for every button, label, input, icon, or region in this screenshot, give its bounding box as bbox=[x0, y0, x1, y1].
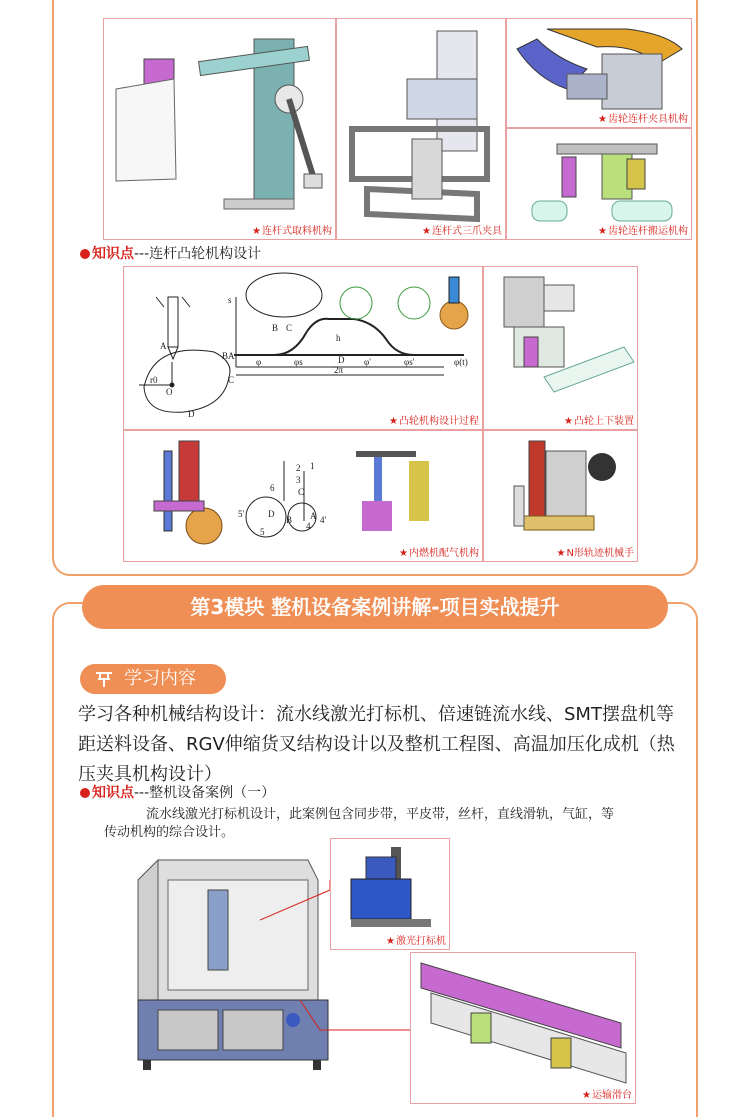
cam-label-o: O bbox=[166, 387, 173, 397]
cam-label-phi-prime: φ' bbox=[364, 357, 371, 367]
caption-text: 凸轮机构设计过程 bbox=[399, 416, 479, 427]
bullet-dot-icon bbox=[80, 788, 90, 798]
n-track-manipulator-illustration bbox=[484, 431, 638, 562]
caption-text: 激光打标机 bbox=[396, 936, 446, 947]
transport-slide-illustration bbox=[411, 953, 636, 1104]
learning-content-tag bbox=[80, 664, 226, 694]
cam-label-d: D bbox=[188, 409, 195, 419]
linkage-label-3: 3 bbox=[296, 475, 301, 485]
bullet-dot-icon bbox=[80, 249, 90, 259]
linkage-label-c: C bbox=[298, 487, 305, 497]
linkage-label-1: 1 bbox=[310, 461, 315, 471]
cam-label-phis: φs bbox=[294, 357, 303, 367]
caption-cam-design-process: ★凸轮机构设计过程 bbox=[389, 416, 479, 427]
knowledge-point-text: ---连杆凸轮机构设计 bbox=[134, 246, 262, 262]
knowledge-point-label: 知识点 bbox=[92, 785, 134, 801]
caption-engine-valve-mechanism: ★内燃机配气机构 bbox=[399, 548, 479, 559]
linkage-label-4-prime: 4' bbox=[320, 515, 327, 525]
case-description bbox=[104, 806, 674, 842]
caption-cam-lift-device: ★凸轮上下装置 bbox=[564, 416, 634, 427]
caption-three-jaw-gripper: ★连杆式三爪夹具 bbox=[422, 226, 502, 237]
cam-label-phi: φ bbox=[256, 357, 262, 367]
figure-gear-linkage-gripper bbox=[506, 18, 692, 128]
module-3-banner bbox=[82, 585, 668, 629]
cam-label-b2: B bbox=[272, 323, 279, 333]
cam-label-d2: D bbox=[338, 355, 345, 365]
cam-label-s: s bbox=[228, 295, 232, 305]
knowledge-point-case bbox=[80, 782, 275, 802]
linkage-label-6: 6 bbox=[270, 483, 275, 493]
cam-label-r0: r0 bbox=[150, 375, 158, 385]
linkage-label-5-prime: 5' bbox=[238, 509, 245, 519]
learning-content-text: 学习各种机械结构设计：流水线激光打标机、倍速链流水线、SMT摆盘机等距送料设备、RGV伸缩货叉结构设计以及整机工程图、高温加压化成机（热压夹具机构设计） bbox=[78, 704, 675, 785]
cam-label-phi-t: φ(t) bbox=[454, 357, 468, 367]
knowledge-point-text: ---整机设备案例（一） bbox=[134, 785, 276, 801]
learning-tag-label: 学习内容 bbox=[124, 668, 196, 689]
figure-engine-valve-mechanism bbox=[123, 430, 483, 562]
cam-label-b: B bbox=[222, 351, 229, 361]
linkage-pickup-illustration bbox=[104, 19, 336, 240]
linkage-label-b: B bbox=[286, 515, 293, 525]
case-description-line-1: 流水线激光打标机设计，此案例包含同步带，平皮带，丝杆，直线滑轨，气缸，等 bbox=[146, 807, 615, 822]
linkage-label-4: 4 bbox=[306, 521, 311, 531]
cam-label-a2: A bbox=[228, 351, 235, 361]
knowledge-point-label: 知识点 bbox=[92, 246, 134, 262]
caption-text: 连杆式三爪夹具 bbox=[432, 226, 502, 237]
linkage-label-a: A bbox=[310, 511, 317, 521]
figure-gear-linkage-transfer bbox=[506, 128, 692, 240]
caption-linkage-pickup: ★连杆式取料机构 bbox=[252, 226, 332, 237]
caption-laser-marker: ★激光打标机 bbox=[386, 936, 446, 947]
figure-transport-slide bbox=[410, 952, 636, 1104]
three-jaw-gripper-illustration bbox=[337, 19, 506, 240]
figure-n-track-manipulator bbox=[483, 430, 638, 562]
cam-label-2pi: 2π bbox=[334, 365, 344, 375]
figure-cam-lift-device bbox=[483, 266, 638, 430]
figure-three-jaw-gripper bbox=[336, 18, 506, 240]
figure-laser-marker bbox=[330, 838, 450, 950]
cam-lift-device-illustration bbox=[484, 267, 638, 430]
linkage-label-5: 5 bbox=[260, 527, 265, 537]
caption-gear-linkage-gripper: ★齿轮连杆夹具机构 bbox=[598, 114, 688, 125]
learning-icon bbox=[94, 669, 114, 689]
caption-text: 内燃机配气机构 bbox=[409, 548, 479, 559]
linkage-label-2: 2 bbox=[296, 463, 301, 473]
caption-text: N形轨迹机械手 bbox=[566, 548, 634, 559]
caption-text: 齿轮连杆夹具机构 bbox=[608, 114, 688, 125]
figure-cam-design-process bbox=[123, 266, 483, 430]
caption-text: 齿轮连杆搬运机构 bbox=[608, 226, 688, 237]
case-description-line-2: 传动机构的综合设计。 bbox=[104, 825, 235, 840]
cam-design-diagram bbox=[124, 267, 483, 430]
cam-label-phis-prime: φs' bbox=[404, 357, 415, 367]
caption-n-track-manipulator: ★N形轨迹机械手 bbox=[556, 548, 634, 559]
figure-linkage-pickup bbox=[103, 18, 336, 240]
cam-label-h: h bbox=[336, 333, 341, 343]
caption-text: 凸轮上下装置 bbox=[574, 416, 634, 427]
engine-valve-illustration bbox=[124, 431, 483, 562]
linkage-label-d: D bbox=[268, 509, 275, 519]
module-title: 第3模块 整机设备案例讲解-项目实战提升 bbox=[190, 595, 560, 619]
caption-gear-linkage-transfer: ★齿轮连杆搬运机构 bbox=[598, 226, 688, 237]
cam-label-c: C bbox=[228, 375, 235, 385]
caption-transport-slide: ★运输滑台 bbox=[582, 1090, 632, 1101]
caption-text: 连杆式取料机构 bbox=[262, 226, 332, 237]
cam-label-c2: C bbox=[286, 323, 293, 333]
cam-label-a: A bbox=[160, 341, 167, 351]
knowledge-point-cam bbox=[80, 243, 261, 263]
caption-text: 运输滑台 bbox=[592, 1090, 632, 1101]
